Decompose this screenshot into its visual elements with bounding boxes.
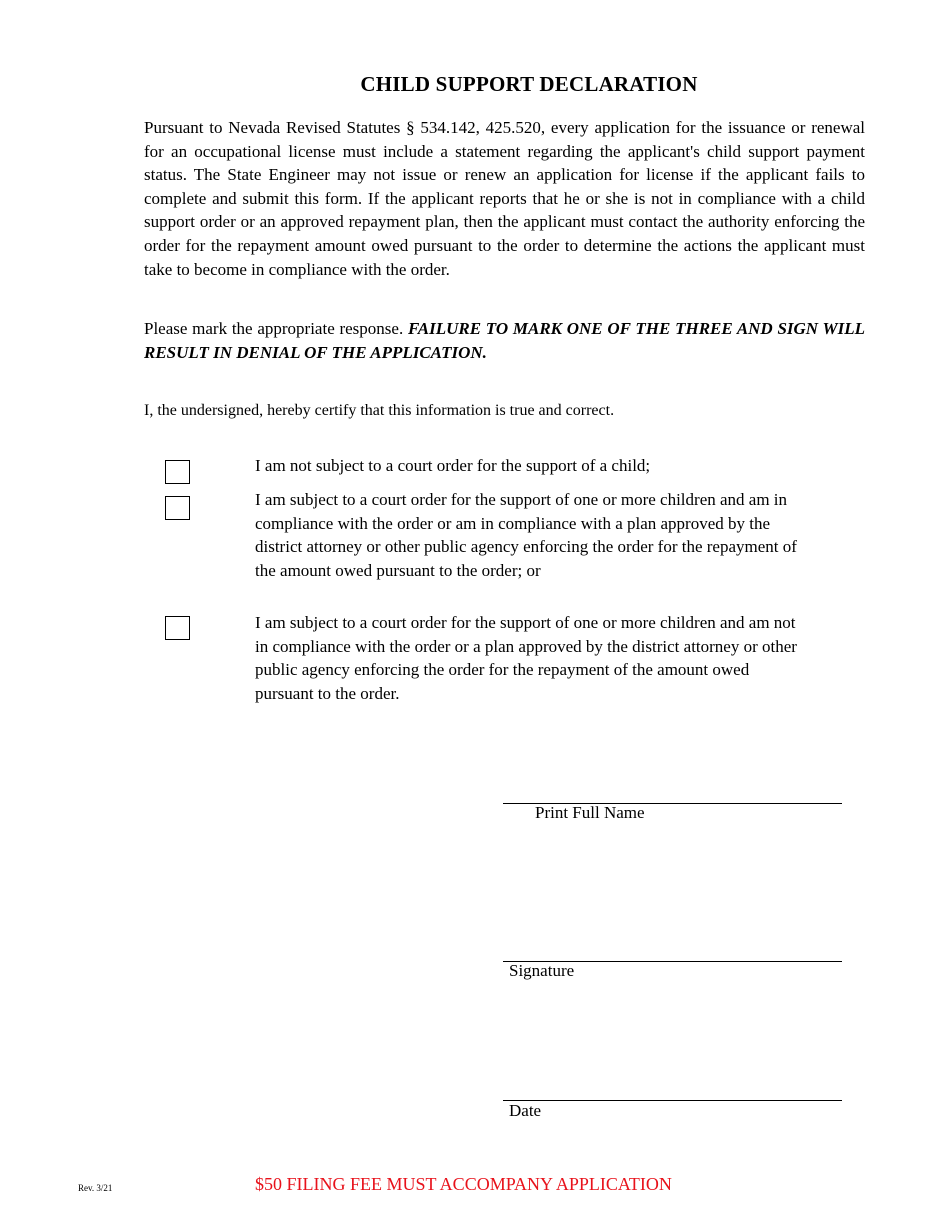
instruction-paragraph xyxy=(144,317,865,365)
checkbox-subject-in-compliance[interactable] xyxy=(165,496,190,520)
date-label: Date xyxy=(509,1101,542,1120)
date-line[interactable] xyxy=(503,1100,842,1101)
filing-fee-notice: $50 FILING FEE MUST ACCOMPANY APPLICATION xyxy=(255,1174,672,1194)
denial-warning: FAILURE TO MARK ONE OF THE THREE AND SIGN WILL RESULT IN DENIAL OF THE APPLICATION. xyxy=(144,319,865,362)
print-name-label: Print Full Name xyxy=(535,803,645,822)
checkbox-subject-not-in-compliance[interactable] xyxy=(165,616,190,640)
option-subject-in-compliance-text: I am subject to a court order for the support of one or more children and am in compliance with the order or am in compliance with a plan approved by the district attorney or other public agency enforcing the order for the repayment of the amount owed pursuant to the order; or xyxy=(255,490,797,581)
checkbox-not-subject[interactable] xyxy=(165,460,190,484)
page-title: CHILD SUPPORT DECLARATION xyxy=(360,72,698,96)
revision-note: Rev. 3/21 xyxy=(78,1183,113,1193)
certification-statement: I, the undersigned, hereby certify that this information is true and correct. xyxy=(144,402,615,419)
signature-label: Signature xyxy=(509,961,575,980)
option-not-subject-text: I am not subject to a court order for the support of a child; xyxy=(255,456,651,475)
instruction-lead: Please mark the appropriate response. xyxy=(144,319,404,338)
intro-paragraph: Pursuant to Nevada Revised Statutes § 534.142, 425.520, every application for the issuance or renewal for an occupational license must include a statement regarding the applicant's child support payment status. The State Engineer may not issue or renew an application for license if the applicant fails to complete and submit this form. If the applicant reports that he or she is not in compliance with a child support order or an approved repayment plan, then the applicant must contact the authority enforcing the order for the repayment amount owed pursuant to the order to determine the actions the applicant must take to become in compliance with the order. xyxy=(144,118,865,279)
option-subject-not-in-compliance-text: I am subject to a court order for the support of one or more children and am not in compliance with the order or a plan approved by the district attorney or other public agency enforcing the order for the repayment of the amount owed pursuant to the order. xyxy=(255,613,797,704)
